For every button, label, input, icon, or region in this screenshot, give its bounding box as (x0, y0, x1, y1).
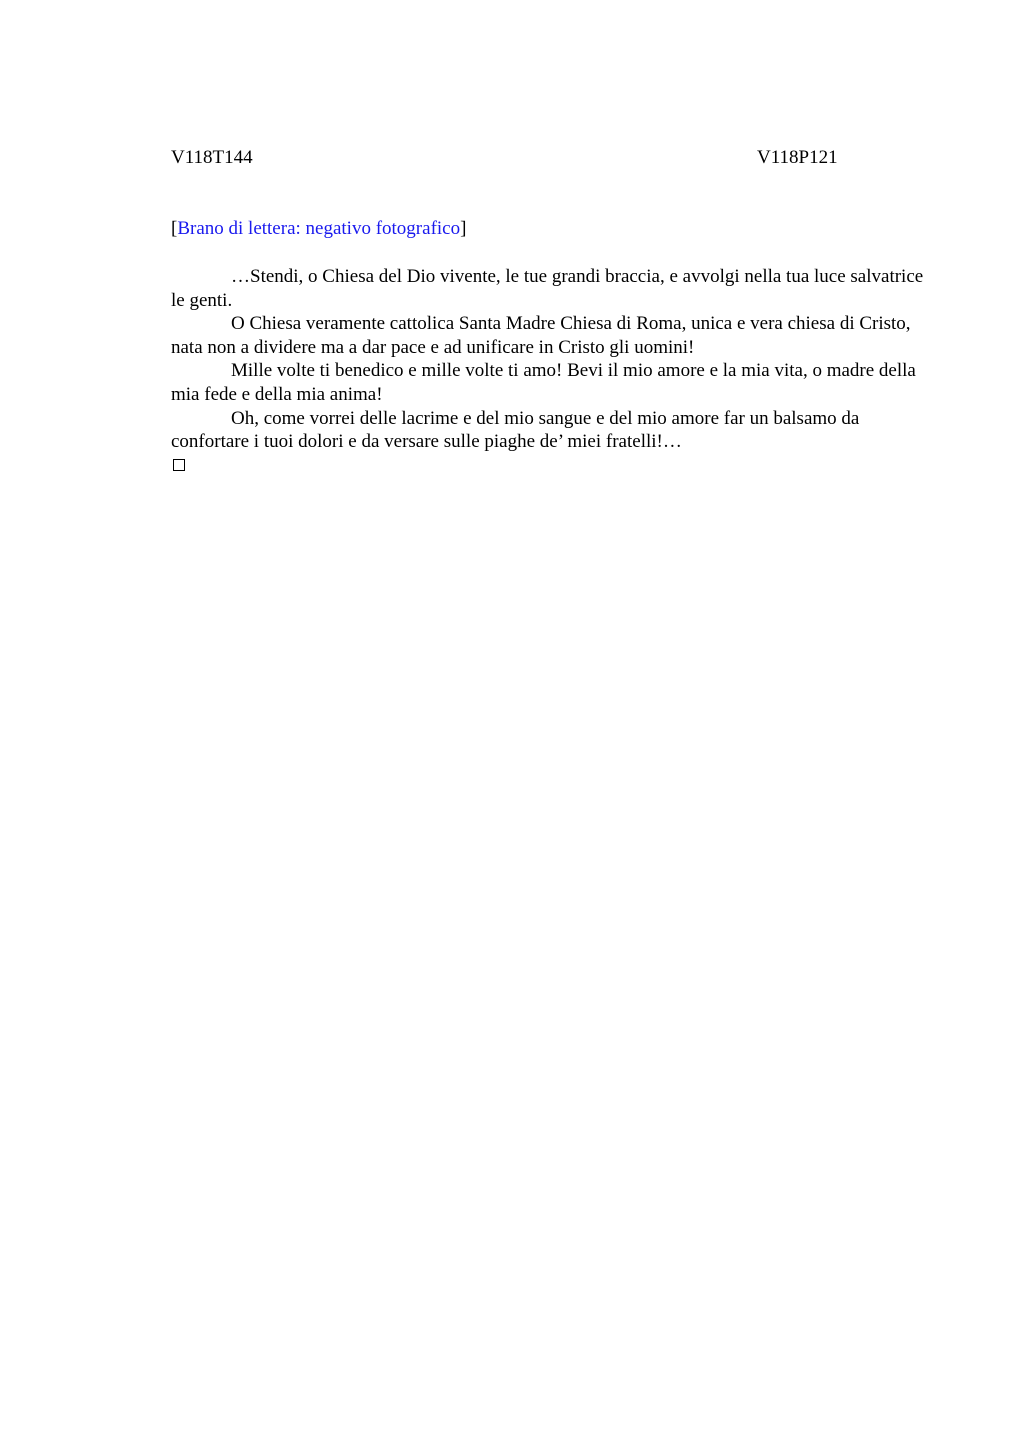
caption-open-bracket: [ (171, 218, 178, 239)
caption-close-bracket: ] (460, 218, 467, 239)
header-code-left: V118T144 (171, 147, 253, 168)
header-code-right: V118P121 (757, 147, 838, 168)
paragraph-4: Oh, come vorrei delle lacrime e del mio sangue e del mio amore far un balsamo da confortare i tuoi dolori e da versare sulle piaghe de’ miei fratelli!… (171, 407, 860, 453)
square-outline-icon (173, 459, 185, 471)
caption (171, 217, 466, 241)
paragraph-3: Mille volte ti benedico e mille volte ti amo! Bevi il mio amore e la mia vita, o madre della mia fede e della mia anima! (171, 360, 916, 405)
caption-link[interactable]: Brano di lettera: negativo fotografico (177, 218, 461, 239)
paragraph-2: O Chiesa veramente cattolica Santa Madre Chiesa di Roma, unica e vera chiesa di Cristo, nata non a dividere ma a dar pace e ad unificare in Cristo gli uomini! (171, 313, 911, 358)
letter-excerpt (171, 265, 931, 454)
paragraph-1: …Stendi, o Chiesa del Dio vivente, le tue grandi braccia, e avvolgi nella tua luce salvatrice le genti. (171, 266, 924, 311)
